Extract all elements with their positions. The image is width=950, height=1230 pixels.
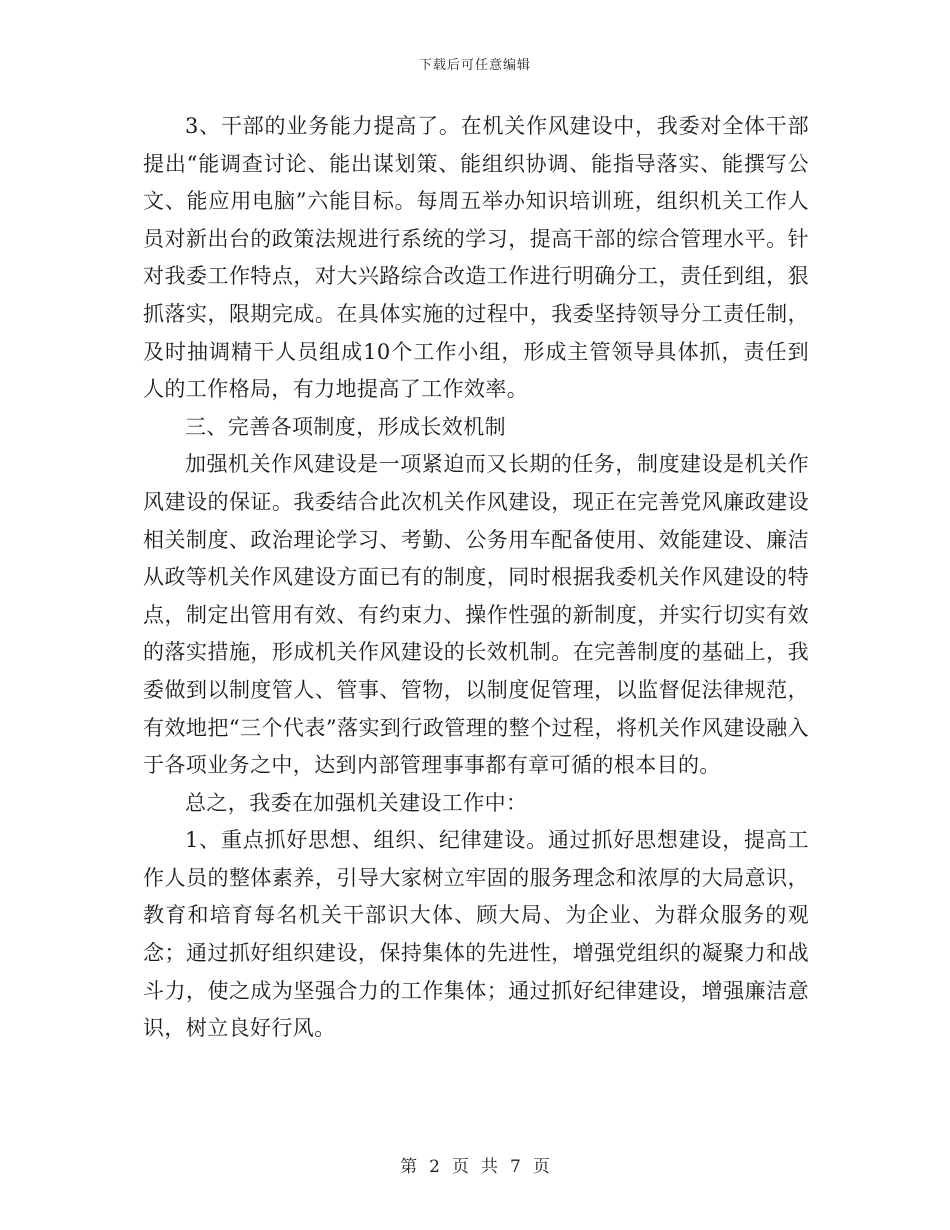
- total-pages-number: 7: [510, 1157, 521, 1177]
- total-label: 共: [481, 1157, 498, 1177]
- paragraph-system-building: 加强机关作风建设是一项紧迫而又长期的任务，制度建设是机关作风建设的保证。我委结合此次机关作风建设，现正在完善党风廉政建设相关制度、政治理论学习、考勤、公务用车配备使用、效能建设、廉洁从政等机关作风建设方面已有的制度，同时根据我委机关作风建设的特点，制定出管用有效、有约束力、操作性强的新制度，并实行切实有效的落实措施，形成机关作风建设的长效机制。在完善制度的基础上，我委做到以制度管人、管事、管物，以制度促管理，以监督促法律规范，有效地把“三个代表”落实到行政管理的整个过程，将机关作风建设融入于各项业务之中，达到内部管理事事都有章可循的根本目的。: [143, 452, 809, 778]
- page-number-footer: [0, 1152, 950, 1177]
- page-label-middle: 页: [452, 1157, 469, 1177]
- page-label-suffix: 页: [532, 1157, 550, 1177]
- section-heading-systems: 三、完善各项制度，形成长效机制: [185, 414, 506, 439]
- paragraph-summary-intro: 总之，我委在加强机关建设工作中：: [185, 790, 528, 815]
- document-body: [143, 108, 809, 1048]
- page-label-prefix: 第: [400, 1157, 418, 1177]
- page-header-note: 下载后可任意编辑: [418, 58, 531, 73]
- paragraph-key-construction: 1、重点抓好思想、组织、纪律建设。通过抓好思想建设，提高工作人员的整体素养，引导大家树立牢固的服务理念和浓厚的大局意识，教育和培育每名机关干部识大体、顾大局、为企业、为群众服务的观念；通过抓好组织建设，保持集体的先进性，增强党组织的凝聚力和战斗力，使之成为坚强合力的工作集体；通过抓好纪律建设，增强廉洁意识，树立良好行风。: [143, 828, 809, 1041]
- paragraph-business-ability: 3、干部的业务能力提高了。在机关作风建设中，我委对全体干部提出“能调查讨论、能出谋划策、能组织协调、能指导落实、能撰写公文、能应用电脑”六能目标。每周五举办知识培训班，组织机关工作人员对新出台的政策法规进行系统的学习，提高干部的综合管理水平。针对我委工作特点，对大兴路综合改造工作进行明确分工，责任到组，狠抓落实，限期完成。在具体实施的过程中，我委坚持领导分工责任制，及时抽调精干人员组成10个工作小组，形成主管领导具体抓，责任到人的工作格局，有力地提高了工作效率。: [143, 114, 809, 402]
- current-page-number: 2: [429, 1157, 440, 1177]
